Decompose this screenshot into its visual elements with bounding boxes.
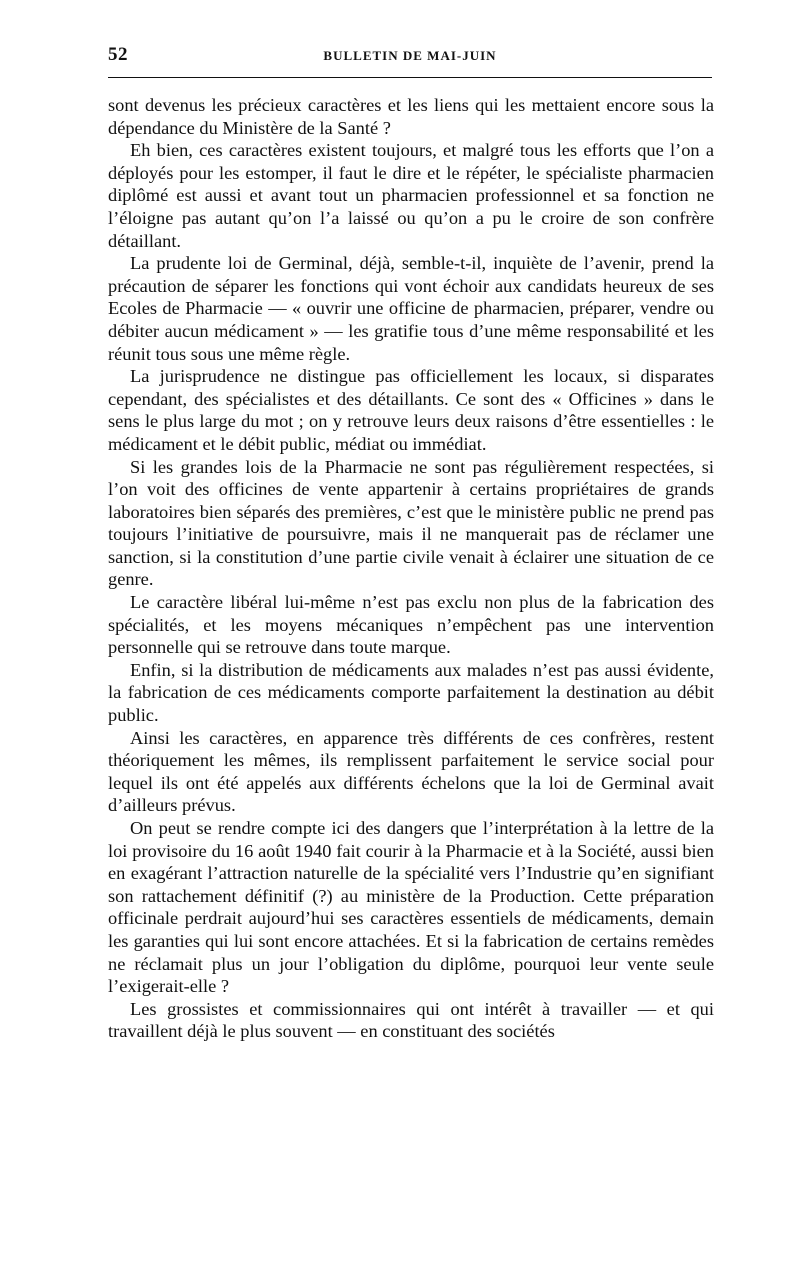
paragraph: Les grossistes et commissionnaires qui ont intérêt à travailler — et qui travaillent déjà le plus souvent — en constituant des sociétés xyxy=(108,998,714,1042)
paragraph: On peut se rendre compte ici des dangers que l’interprétation à la lettre de la loi provisoire du 16 août 1940 fait courir à la Pharmacie et à la Société, aussi bien en exagérant l’attraction naturelle de la spécialité vers l’Industrie qu’en signifiant son rattachement définitif (?) au ministère de la Production. Cette préparation officinale perdrait aujourd’hui ses caractères essentiels de médicaments, demain les garanties qui lui sont encore attachées. Et si la fabrication de certains remèdes ne réclamait plus un jour l’obligation du diplôme, pourquoi leur vente seule l’exigerait-elle ? xyxy=(108,818,714,997)
page-header xyxy=(108,44,712,72)
page-number: 52 xyxy=(108,44,128,65)
paragraph: Si les grandes lois de la Pharmacie ne sont pas régulièrement respectées, si l’on voit des officines de vente appartenir à certains propriétaires de grands laboratoires bien séparés des premières, c’est que le ministère public ne prend pas toujours l’initiative de poursuivre, mais il ne manquerait pas de réclamer une sanction, si la constitution d’une partie civile venait à éclairer une situation de ce genre. xyxy=(108,456,714,590)
paragraph: Ainsi les caractères, en apparence très différents de ces confrères, restent théoriquement les mêmes, ils remplissent parfaitement le service social pour lequel ils ont été appelés aux différents échelons que la loi de Germinal avait d’ailleurs prévus. xyxy=(108,727,714,816)
paragraph: La prudente loi de Germinal, déjà, semble-t-il, inquiète de l’avenir, prend la précaution de séparer les fonctions qui vont échoir aux candidats heureux de ses Ecoles de Pharmacie — « ouvrir une officine de pharmacien, préparer, vendre ou débiter aucun médicament » — les gratifie tous d’une même responsabilité et les réunit tous sous une même règle. xyxy=(108,253,714,364)
paragraph-continued: sont devenus les précieux caractères et les liens qui les mettaient encore sous la dépendance du Ministère de la Santé ? xyxy=(108,95,714,138)
paragraph: Enfin, si la distribution de médicaments aux malades n’est pas aussi évidente, la fabrication de ces médicaments comporte parfaitement la destination au débit public. xyxy=(108,659,714,726)
paragraph: Le caractère libéral lui-même n’est pas exclu non plus de la fabrication des spécialités, et les moyens mécaniques n’empêchent pas une intervention personnelle qui se retrouve dans toute marque. xyxy=(108,592,714,658)
paragraph: Eh bien, ces caractères existent toujours, et malgré tous les efforts que l’on a déployés pour les estomper, il faut le dire et le répéter, le spécialiste pharmacien diplômé est aussi et avant tout un pharmacien professionnel et sa fonction ne l’éloigne pas autant qu’on l’a laissé ou qu’on a pu le croire de son confrère détaillant. xyxy=(108,140,714,251)
running-title: BULLETIN DE MAI-JUIN xyxy=(323,48,497,63)
paragraph: La jurisprudence ne distingue pas officiellement les locaux, si disparates cependant, des spécialistes et des détaillants. Ce sont des « Officines » dans le sens le plus large du mot ; on y retrouve leurs deux raisons d’être essentielles : le médicament et le débit public, médiat ou immédiat. xyxy=(108,366,714,454)
header-rule xyxy=(108,77,712,78)
body-text xyxy=(108,94,714,1043)
